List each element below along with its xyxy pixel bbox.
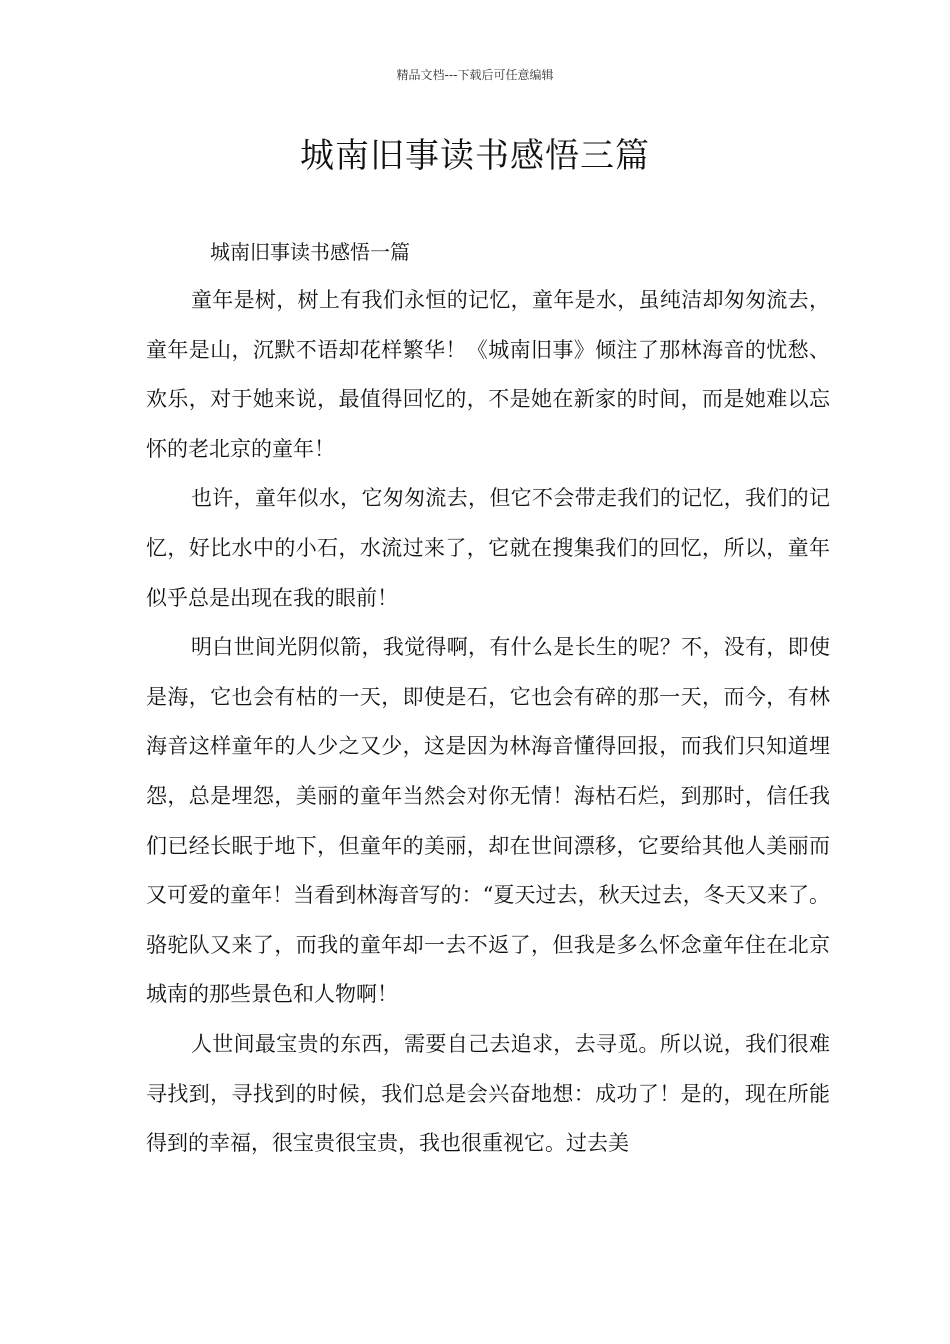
paragraph-1: 童年是树，树上有我们永恒的记忆，童年是水，虽纯洁却匆匆流去，童年是山，沉默不语却花样繁华！《城南旧事》倾注了那林海音的忧愁、欢乐，对于她来说，最值得回忆的，不是她在新家的时间，而是她难以忘怀的老北京的童年！ [146, 288, 830, 461]
header-note: 精品文档---下载后可任意编辑 [396, 68, 554, 82]
paragraph-3: 明白世间光阴似箭，我觉得啊，有什么是长生的呢？不，没有，即使是海，它也会有枯的一天，即使是石，它也会有碎的那一天，而今，有林海音这样童年的人少之又少，这是因为林海音懂得回报，而我们只知道埋怨，总是埋怨，美丽的童年当然会对你无情！海枯石烂，到那时，信任我们已经长眠于地下，但童年的美丽，却在世间漂移，它要给其他人美丽而又可爱的童年！当看到林海音写的：“夏天过去，秋天过去，冬天又来了。骆驼队又来了，而我的童年却一去不返了，但我是多么怀念童年住在北京城南的那些景色和人物啊！ [146, 635, 830, 1007]
paragraph-4: 人世间最宝贵的东西，需要自己去追求，去寻觅。所以说，我们很难寻找到，寻找到的时候，我们总是会兴奋地想：成功了！是的，现在所能得到的幸福，很宝贵很宝贵，我也很重视它。过去美 [146, 1031, 830, 1156]
paragraph-2: 也许，童年似水，它匆匆流去，但它不会带走我们的记忆，我们的记忆，好比水中的小石，水流过来了，它就在搜集我们的回忆，所以，童年似乎总是出现在我的眼前！ [146, 486, 830, 610]
document-title: 城南旧事读书感悟三篇 [300, 136, 650, 176]
document-body [146, 276, 830, 1169]
section-title: 城南旧事读书感悟一篇 [210, 240, 410, 264]
